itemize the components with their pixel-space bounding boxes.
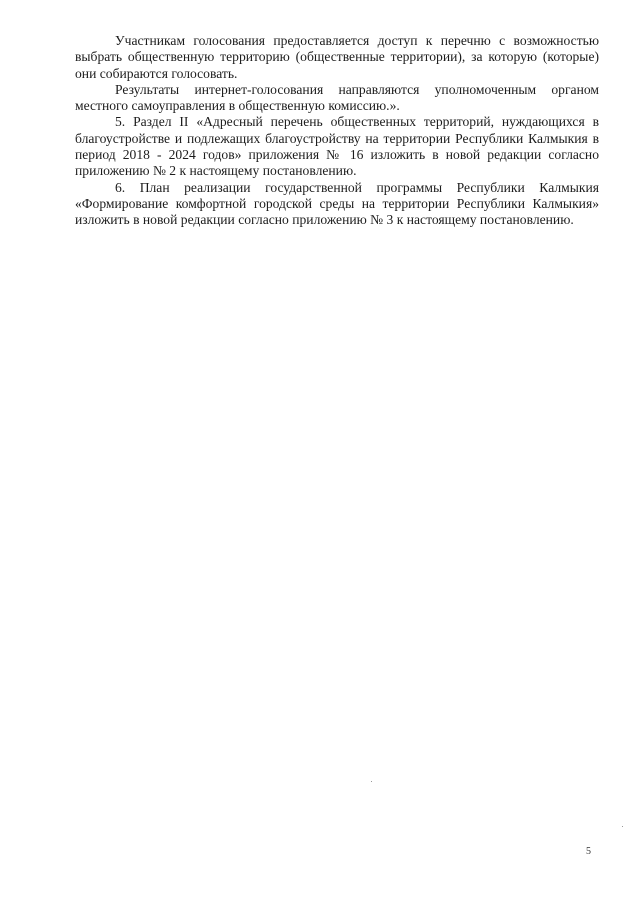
scan-speck — [622, 826, 623, 827]
paragraph-item-6: 6. План реализации государственной программы Республики Калмыкия «Формирование комфортной городской среды на территории Республики Калмыкия» изложить в новой редакции согласно приложению № 3 к настоящему постановлению. — [75, 179, 599, 228]
page-number: 5 — [586, 846, 591, 857]
paragraph-item-5: 5. Раздел II «Адресный перечень общественных территорий, нуждающихся в благоустройстве и подлежащих благоустройству на территории Республики Калмыкия в период 2018 - 2024 годов» приложения № 16 изложить в новой редакции согласно приложению № 2 к настоящему постановлению. — [75, 114, 599, 179]
document-body — [75, 33, 599, 229]
paragraph-voting-access: Участникам голосования предоставляется доступ к перечню с возможностью выбрать общественную территорию (общественные территории), за которую (которые) они собираются голосовать. — [75, 33, 599, 81]
scan-speck — [371, 781, 372, 782]
paragraph-voting-results: Результаты интернет-голосования направляются уполномоченным органом местного самоуправления в общественную комиссию.». — [75, 81, 599, 114]
